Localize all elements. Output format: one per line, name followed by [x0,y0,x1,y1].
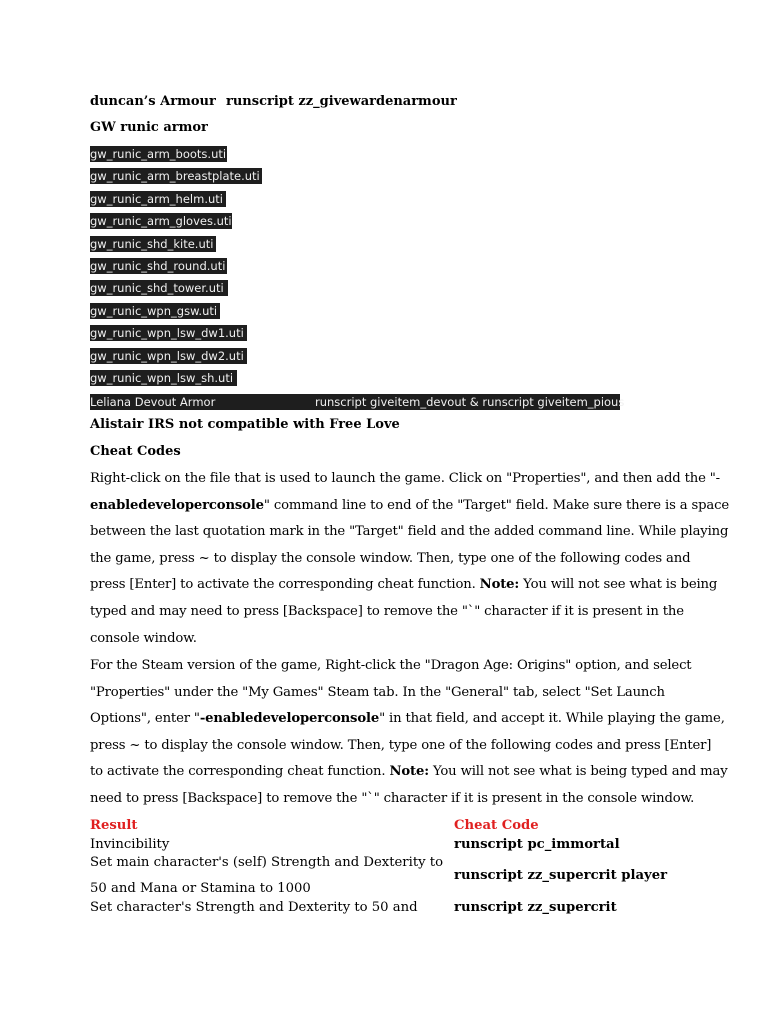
item-filename: gw_runic_arm_helm.uti [90,191,226,207]
result-cell: Set main character's (self) Strength and Dexterity to [90,855,444,870]
item-filename: gw_runic_wpn_lsw_sh.uti [90,370,237,386]
flag-text: -enabledeveloperconsole [199,711,380,727]
item-filename: gw_runic_arm_gloves.uti [90,214,232,229]
note-label: Note: [479,577,520,593]
result-cell: Set character's Strength and Dexterity to 50 and [90,900,418,915]
item-filename: gw_runic_shd_round.uti [90,259,226,273]
code-cell: runscript zz_supercrit player [454,868,668,883]
result-cell: 50 and Mana or Stamina to 1000 [90,881,311,896]
item-filename: gw_runic_shd_kite.uti [90,236,216,252]
item-filename: gw_runic_arm_breastplate.uti [90,168,262,184]
note-label: Note: [389,764,429,780]
para1-line: the game, press ~ to display the console window. Then, type one of the following codes and [90,550,691,566]
gw-runic-title: GW runic armor [90,120,208,135]
item-filename: gw_runic_wpn_gsw.uti [90,303,220,319]
para1-line: typed and may need to press [Backspace] to remove the "`" character if it is present in the [90,603,684,619]
leliana-label: Leliana Devout Armor [90,395,216,409]
para2-line: to activate the corresponding cheat function. Note: You will not see what is being typed and may [90,764,728,780]
code-cell: runscript pc_immortal [454,837,620,852]
result-column-header: Result [90,818,138,833]
leliana-line [90,394,625,410]
alistair-note: Alistair IRS not compatible with Free Love [90,417,400,432]
para1-line: console window. [90,630,197,646]
para1-line: between the last quotation mark in the "Target" field and the added command line. While playing [90,524,729,540]
instructions-paragraph [90,466,730,652]
armour-code: runscript zz_givewardenarmour [226,94,457,109]
flag-text: enabledeveloperconsole [90,497,264,513]
item-filename: gw_runic_arm_boots.uti [90,147,227,161]
para1-line: enabledeveloperconsole" command line to end of the "Target" field. Make sure there is a space [90,497,730,513]
para2-line: Options", enter "-enabledeveloperconsole" in that field, and accept it. While playing the game, [90,711,725,727]
para2-line: For the Steam version of the game, Right-click the "Dragon Age: Origins" option, and select [90,658,692,673]
leliana-code: runscript giveitem_devout & runscript giveitem_pious [315,395,625,409]
para2-line: press ~ to display the console window. Then, type one of the following codes and press [Enter] [90,737,712,753]
para1-line: Right-click on the file that is used to launch the game. Click on "Properties", and then add the "- [90,471,720,486]
cheat-codes-heading: Cheat Codes [90,444,181,459]
para1-line: press [Enter] to activate the corresponding cheat function. Note: You will not see what is being [90,577,718,593]
item-filename: gw_runic_wpn_lsw_dw1.uti [90,325,247,341]
result-cell: Invincibility [90,837,170,852]
steam-instructions-paragraph [90,653,728,813]
para2-line: need to press [Backspace] to remove the "`" character if it is present in the console window. [90,790,695,806]
armour-label: duncan’s Armour [90,94,216,109]
armour-line [90,94,457,109]
item-filename: gw_runic_shd_tower.uti [90,280,228,296]
item-filename: gw_runic_wpn_lsw_dw2.uti [90,348,247,364]
para2-line: "Properties" under the "My Games" Steam tab. In the "General" tab, select "Set Launch [90,684,665,700]
cheat-code-column-header: Cheat Code [454,818,539,833]
code-cell: runscript zz_supercrit [454,900,617,915]
